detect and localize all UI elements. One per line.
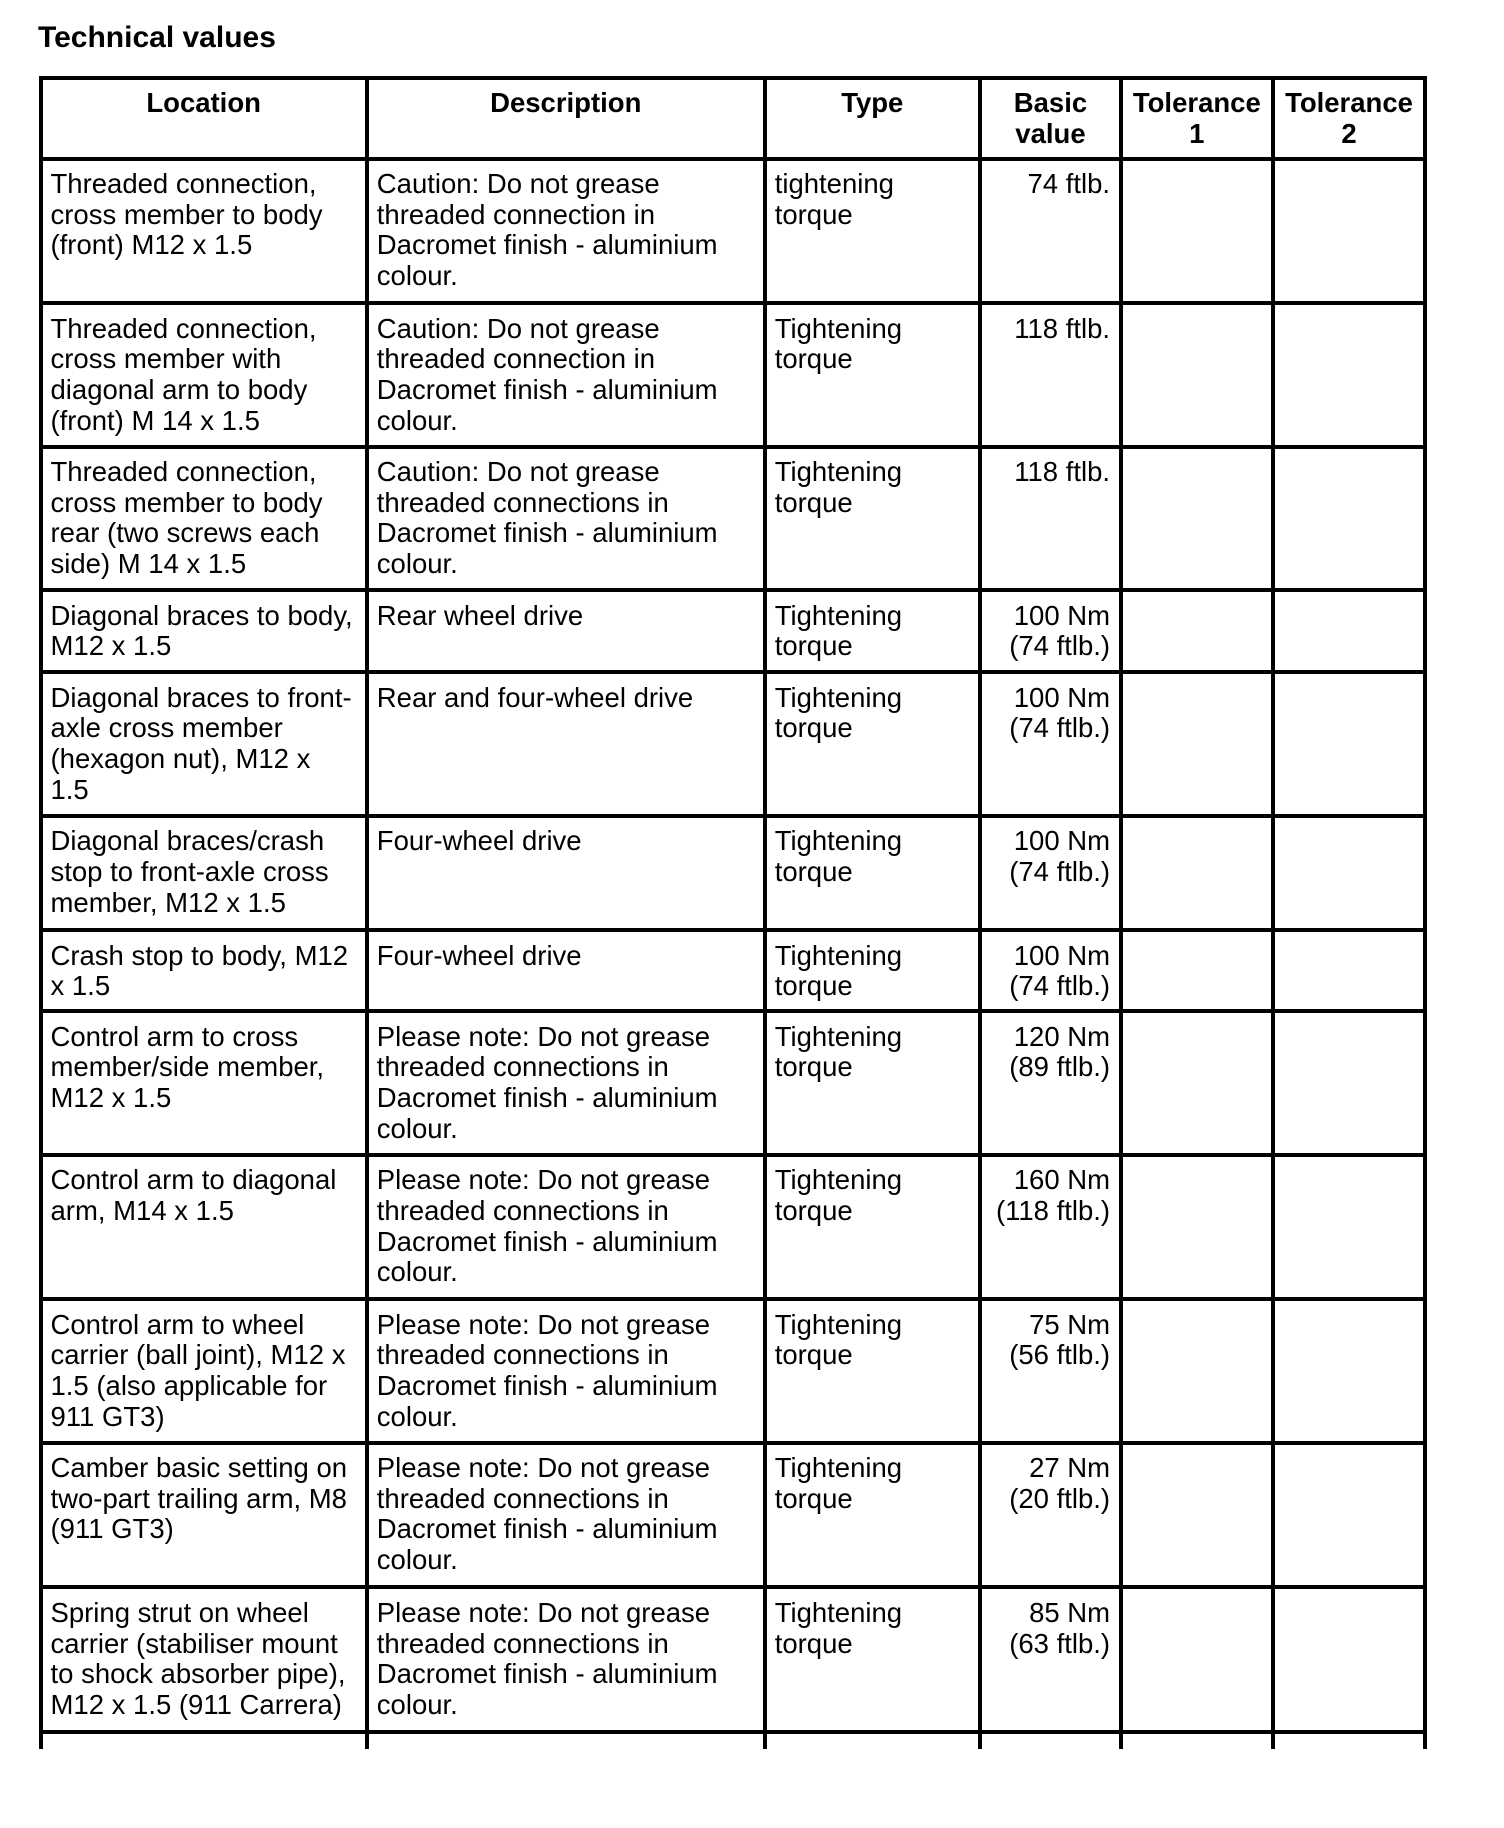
cell-text-line: Threaded connection, xyxy=(50,312,317,344)
cell-basic-value xyxy=(982,674,1119,814)
header-basic-value xyxy=(982,80,1119,157)
page-title: Technical values xyxy=(38,21,276,54)
cell-text-line: member, M12 x 1.5 xyxy=(50,886,286,918)
cell-text-line: Diagonal braces/crash xyxy=(50,825,325,857)
cell-text-line: Control arm to diagonal xyxy=(50,1164,337,1196)
cell-text-line: Dacromet finish - aluminium xyxy=(376,517,718,549)
cell-text-line: tightening xyxy=(774,168,894,199)
cell-location xyxy=(43,1445,365,1586)
cell-text-line: (118 ftlb.) xyxy=(995,1194,1111,1226)
continuation-cell xyxy=(982,1734,1119,1749)
cell-text-line: Caution: Do not grease xyxy=(376,168,660,199)
cell-description xyxy=(369,1157,763,1298)
cell-text-line: (74 ftlb.) xyxy=(1009,970,1111,1002)
cell-text-line: Dacromet finish - aluminium xyxy=(376,1225,718,1257)
cell-text-line: (74 ftlb.) xyxy=(1009,712,1111,744)
cell-tolerance-2 xyxy=(1275,305,1424,445)
cell-text-line: Dacromet finish - aluminium xyxy=(376,229,718,261)
cell-text-line: 100 Nm xyxy=(1013,599,1111,631)
cell-text-line: member/side member, xyxy=(50,1051,325,1083)
continuation-cell xyxy=(767,1734,978,1749)
cell-text-line: Four-wheel drive xyxy=(376,939,582,971)
cell-text-line: (20 ftlb.) xyxy=(1009,1482,1111,1514)
cell-text-line: Tightening xyxy=(774,312,903,344)
cell-text-line: colour. xyxy=(376,1256,458,1288)
cell-tolerance-2 xyxy=(1275,1589,1424,1730)
cell-text-line: Four-wheel drive xyxy=(376,825,582,857)
header-description xyxy=(369,80,763,157)
cell-text-line: Rear and four-wheel drive xyxy=(376,681,694,713)
cell-description xyxy=(369,1445,763,1586)
cell-text-line: x 1.5 xyxy=(50,970,111,1002)
cell-tolerance-1 xyxy=(1123,161,1271,302)
cell-description xyxy=(369,305,763,445)
cell-text-line: Please note: Do not grease xyxy=(376,1452,711,1484)
cell-text-line: M12 x 1.5 xyxy=(50,630,172,662)
cell-tolerance-1 xyxy=(1123,1589,1271,1730)
cell-text-line: 85 Nm xyxy=(1029,1596,1111,1628)
cell-type xyxy=(767,305,978,445)
cell-location xyxy=(43,449,365,589)
cell-text-line: Tightening xyxy=(774,1308,903,1340)
cell-text-line: torque xyxy=(774,343,853,375)
cell-text-line: Location xyxy=(146,87,261,118)
cell-description xyxy=(369,818,763,929)
cell-text-line: Description xyxy=(490,87,642,118)
cell-text-line: (74 ftlb.) xyxy=(1009,630,1111,662)
cell-text-line: side) M 14 x 1.5 xyxy=(50,548,247,580)
cell-type xyxy=(767,449,978,589)
cell-text-line: 118 ftlb. xyxy=(1014,312,1111,344)
cell-description xyxy=(369,161,763,302)
cell-tolerance-2 xyxy=(1275,1301,1424,1440)
cell-description xyxy=(369,592,763,670)
cell-text-line: Dacromet finish - aluminium xyxy=(376,373,718,405)
cell-text-line: 2 xyxy=(1341,117,1357,149)
cell-text-line: Tightening xyxy=(774,939,903,971)
cell-tolerance-1 xyxy=(1123,305,1271,445)
cell-text-line: Tightening xyxy=(774,681,903,713)
cell-text-line: Spring strut on wheel xyxy=(50,1596,309,1628)
cell-text-line: rear (two screws each xyxy=(50,517,320,549)
header-tolerance-1 xyxy=(1123,80,1271,157)
technical-values-table xyxy=(39,76,1428,1749)
cell-text-line: 100 Nm xyxy=(1013,681,1111,713)
cell-description xyxy=(369,449,763,589)
cell-tolerance-2 xyxy=(1275,932,1424,1009)
cell-type xyxy=(767,1445,978,1586)
cell-location xyxy=(43,932,365,1009)
cell-text-line: torque xyxy=(774,855,853,887)
cell-text-line: (front) M12 x 1.5 xyxy=(50,229,253,261)
cell-text-line: Rear wheel drive xyxy=(376,599,584,631)
cell-tolerance-1 xyxy=(1123,1445,1271,1586)
cell-location xyxy=(43,1013,365,1153)
cell-tolerance-1 xyxy=(1123,592,1271,670)
cell-text-line: torque xyxy=(774,486,853,518)
cell-text-line: threaded connections in xyxy=(376,486,669,518)
cell-text-line: (hexagon nut), M12 x xyxy=(50,743,311,774)
cell-text-line: threaded connection in xyxy=(376,198,656,230)
cell-basic-value xyxy=(982,592,1119,670)
cell-text-line: torque xyxy=(774,630,853,662)
cell-text-line: Tightening xyxy=(774,599,903,631)
continuation-cell xyxy=(1123,1734,1271,1749)
cell-type xyxy=(767,932,978,1009)
cell-text-line: Tightening xyxy=(774,1164,903,1196)
cell-text-line: Control arm to cross xyxy=(50,1020,299,1052)
cell-location xyxy=(43,305,365,445)
cell-location xyxy=(43,674,365,814)
cell-text-line: torque xyxy=(774,1339,853,1371)
cell-text-line: M12 x 1.5 xyxy=(50,1082,172,1113)
cell-type xyxy=(767,818,978,929)
cell-description xyxy=(369,1013,763,1153)
cell-text-line: cross member with xyxy=(50,343,282,375)
cell-tolerance-1 xyxy=(1123,674,1271,814)
cell-basic-value xyxy=(982,1157,1119,1298)
cell-text-line: 75 Nm xyxy=(1029,1308,1111,1340)
cell-text-line: (front) M 14 x 1.5 xyxy=(50,404,260,436)
cell-text-line: 118 ftlb. xyxy=(1014,456,1111,488)
cell-text-line: threaded connections in xyxy=(376,1051,669,1083)
cell-type xyxy=(767,1013,978,1153)
cell-type xyxy=(767,1301,978,1440)
cell-basic-value xyxy=(982,1013,1119,1153)
cell-type xyxy=(767,1589,978,1730)
cell-text-line: Caution: Do not grease xyxy=(376,312,660,344)
cell-text-line: colour. xyxy=(376,404,458,436)
header-location xyxy=(43,80,365,157)
cell-text-line: (56 ftlb.) xyxy=(1009,1339,1111,1371)
cell-text-line: 100 Nm xyxy=(1013,939,1111,971)
cell-type xyxy=(767,674,978,814)
cell-description xyxy=(369,932,763,1009)
cell-text-line: Please note: Do not grease xyxy=(376,1164,711,1196)
header-tolerance-2 xyxy=(1275,80,1424,157)
cell-text-line: Type xyxy=(841,87,904,118)
cell-text-line: Control arm to wheel xyxy=(50,1308,305,1340)
cell-tolerance-2 xyxy=(1275,1157,1424,1298)
cell-text-line: colour. xyxy=(376,1112,458,1144)
cell-text-line: 27 Nm xyxy=(1029,1452,1111,1484)
cell-text-line: torque xyxy=(774,198,853,230)
cell-description xyxy=(369,674,763,814)
cell-text-line: M12 x 1.5 (911 Carrera) xyxy=(50,1688,342,1720)
cell-text-line: torque xyxy=(774,712,853,744)
cell-text-line: to shock absorber pipe), xyxy=(50,1658,346,1690)
cell-tolerance-2 xyxy=(1275,674,1424,814)
cell-text-line: Please note: Do not grease xyxy=(376,1596,711,1628)
cell-text-line: Tightening xyxy=(774,825,903,857)
cell-text-line: Camber basic setting on xyxy=(50,1452,348,1484)
cell-text-line: colour. xyxy=(376,1688,458,1720)
cell-text-line: threaded connections in xyxy=(376,1482,669,1514)
continuation-cell xyxy=(369,1734,763,1749)
cell-tolerance-1 xyxy=(1123,932,1271,1009)
cell-type xyxy=(767,1157,978,1298)
cell-tolerance-1 xyxy=(1123,818,1271,929)
cell-text-line: two-part trailing arm, M8 xyxy=(50,1482,347,1514)
cell-text-line: arm, M14 x 1.5 xyxy=(50,1194,234,1226)
cell-description xyxy=(369,1589,763,1730)
cell-text-line: threaded connections in xyxy=(376,1627,669,1659)
cell-location xyxy=(43,1157,365,1298)
cell-text-line: torque xyxy=(774,1194,853,1226)
cell-text-line: 1.5 (also applicable for xyxy=(50,1370,328,1402)
cell-basic-value xyxy=(982,1445,1119,1586)
cell-tolerance-2 xyxy=(1275,161,1424,302)
cell-text-line: torque xyxy=(774,1627,853,1659)
cell-text-line: torque xyxy=(774,1482,853,1514)
cell-text-line: 1.5 xyxy=(50,773,89,805)
cell-text-line: value xyxy=(1015,117,1086,149)
cell-text-line: colour. xyxy=(376,1400,458,1432)
cell-basic-value xyxy=(982,1589,1119,1730)
cell-text-line: colour. xyxy=(376,1544,458,1576)
cell-text-line: colour. xyxy=(376,548,458,580)
cell-text-line: Threaded connection, xyxy=(50,168,317,199)
cell-text-line: Please note: Do not grease xyxy=(376,1020,711,1052)
cell-tolerance-1 xyxy=(1123,1301,1271,1440)
cell-text-line: threaded connections in xyxy=(376,1339,669,1371)
cell-text-line: 74 ftlb. xyxy=(1027,168,1111,199)
cell-text-line: threaded connections in xyxy=(376,1194,669,1226)
cell-location xyxy=(43,592,365,670)
continuation-cell xyxy=(1275,1734,1424,1749)
cell-text-line: Please note: Do not grease xyxy=(376,1308,711,1340)
cell-text-line: Diagonal braces to body, xyxy=(50,599,353,631)
cell-text-line: cross member to body xyxy=(50,198,323,230)
cell-text-line: Tightening xyxy=(774,1020,903,1052)
cell-location xyxy=(43,1589,365,1730)
cell-text-line: carrier (stabiliser mount xyxy=(50,1627,338,1659)
cell-text-line: Dacromet finish - aluminium xyxy=(376,1513,718,1545)
cell-text-line: Tolerance xyxy=(1285,87,1413,118)
cell-basic-value xyxy=(982,449,1119,589)
continuation-cell xyxy=(43,1734,365,1749)
cell-tolerance-2 xyxy=(1275,449,1424,589)
cell-text-line: carrier (ball joint), M12 x xyxy=(50,1339,346,1371)
cell-text-line: axle cross member xyxy=(50,712,283,744)
cell-text-line: Tightening xyxy=(774,1452,903,1484)
cell-text-line: diagonal arm to body xyxy=(50,373,308,405)
header-type xyxy=(767,80,978,157)
cell-text-line: stop to front-axle cross xyxy=(50,855,329,887)
cell-text-line: Basic xyxy=(1013,87,1088,118)
cell-basic-value xyxy=(982,818,1119,929)
cell-text-line: (63 ftlb.) xyxy=(1009,1627,1111,1659)
cell-text-line: Diagonal braces to front- xyxy=(50,681,352,713)
cell-text-line: Crash stop to body, M12 xyxy=(50,939,349,971)
cell-description xyxy=(369,1301,763,1440)
cell-text-line: Tolerance xyxy=(1132,87,1261,118)
cell-tolerance-2 xyxy=(1275,818,1424,929)
cell-text-line: Tightening xyxy=(774,1596,903,1628)
cell-basic-value xyxy=(982,161,1119,302)
cell-text-line: 120 Nm xyxy=(1013,1020,1111,1052)
cell-text-line: (89 ftlb.) xyxy=(1009,1051,1111,1083)
cell-text-line: Dacromet finish - aluminium xyxy=(376,1658,718,1690)
cell-tolerance-1 xyxy=(1123,1157,1271,1298)
cell-tolerance-2 xyxy=(1275,592,1424,670)
cell-location xyxy=(43,818,365,929)
cell-type xyxy=(767,592,978,670)
cell-text-line: torque xyxy=(774,1051,853,1083)
cell-tolerance-2 xyxy=(1275,1013,1424,1153)
cell-tolerance-1 xyxy=(1123,1013,1271,1153)
cell-text-line: Dacromet finish - aluminium xyxy=(376,1082,718,1113)
cell-text-line: Tightening xyxy=(774,456,903,488)
cell-text-line: Dacromet finish - aluminium xyxy=(376,1370,718,1402)
cell-basic-value xyxy=(982,1301,1119,1440)
cell-text-line: Caution: Do not grease xyxy=(376,456,660,488)
cell-text-line: Threaded connection, xyxy=(50,456,317,488)
cell-text-line: (911 GT3) xyxy=(50,1513,174,1545)
cell-text-line: 100 Nm xyxy=(1013,825,1111,857)
cell-text-line: threaded connection in xyxy=(376,343,656,375)
cell-basic-value xyxy=(982,305,1119,445)
cell-location xyxy=(43,161,365,302)
cell-basic-value xyxy=(982,932,1119,1009)
cell-text-line: cross member to body xyxy=(50,486,323,518)
cell-tolerance-1 xyxy=(1123,449,1271,589)
cell-text-line: 1 xyxy=(1189,117,1205,149)
cell-type xyxy=(767,161,978,302)
cell-text-line: (74 ftlb.) xyxy=(1009,855,1111,887)
cell-text-line: colour. xyxy=(376,259,458,291)
cell-text-line: 911 GT3) xyxy=(50,1400,165,1432)
cell-text-line: torque xyxy=(774,970,853,1002)
cell-text-line: 160 Nm xyxy=(1013,1164,1111,1196)
cell-location xyxy=(43,1301,365,1440)
cell-tolerance-2 xyxy=(1275,1445,1424,1586)
